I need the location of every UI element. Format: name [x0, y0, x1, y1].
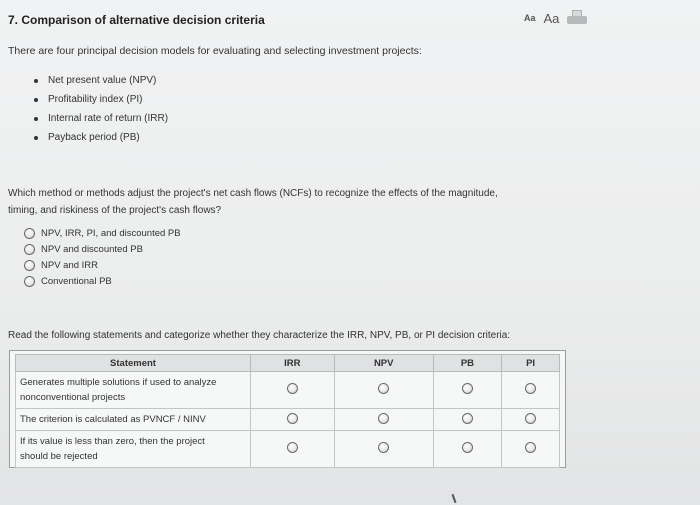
radio-button[interactable] [24, 244, 35, 255]
col-header-irr: IRR [251, 355, 335, 372]
bullet-icon [34, 117, 38, 121]
mcq-option[interactable] [24, 241, 181, 257]
list-item [34, 71, 168, 90]
categorize-grid [9, 350, 566, 468]
col-header-npv: NPV [334, 355, 433, 372]
col-header-statement: Statement [16, 355, 251, 372]
irr-cell [251, 409, 335, 431]
bullet-icon [34, 79, 38, 83]
statement-cell [16, 409, 251, 431]
mouse-cursor-icon [452, 494, 457, 503]
radio-button[interactable] [24, 276, 35, 287]
col-header-pi: PI [502, 355, 560, 372]
radio-button[interactable] [462, 413, 473, 424]
npv-cell [334, 431, 433, 468]
option-label: Conventional PB [41, 275, 112, 287]
mcq-prompt-line: Which method or methods adjust the project's net cash flows (NCFs) to recognize the effects of the magnitude, [8, 188, 498, 199]
table-row [16, 372, 560, 409]
list-item [34, 128, 168, 147]
radio-button[interactable] [378, 383, 389, 394]
mcq-options [24, 225, 181, 289]
radio-button[interactable] [525, 442, 536, 453]
radio-button[interactable] [24, 228, 35, 239]
radio-button[interactable] [525, 413, 536, 424]
npv-cell [334, 409, 433, 431]
statement-text: The criterion is calculated as PVNCF / NINV [20, 414, 206, 425]
mcq-prompt [8, 185, 608, 219]
option-label: NPV, IRR, PI, and discounted PB [41, 227, 181, 239]
radio-button[interactable] [287, 413, 298, 424]
font-increase-button[interactable]: Aa [543, 10, 560, 26]
irr-cell [251, 372, 335, 409]
option-label: NPV and IRR [41, 259, 99, 271]
mcq-option[interactable] [24, 225, 181, 241]
pi-cell [502, 409, 560, 431]
radio-button[interactable] [462, 442, 473, 453]
model-label: Profitability index (PI) [48, 94, 143, 105]
statement-text: If its value is less than zero, then the project [20, 436, 205, 447]
pb-cell [433, 409, 501, 431]
bullet-icon [34, 136, 38, 140]
question-title: 7. Comparison of alternative decision criteria [8, 13, 265, 27]
print-icon[interactable] [567, 10, 587, 26]
statement-text: should be rejected [20, 451, 98, 462]
mcq-option[interactable] [24, 257, 181, 273]
mcq-option[interactable] [24, 273, 181, 289]
table-row [16, 409, 560, 431]
statement-cell [16, 431, 251, 468]
radio-button[interactable] [24, 260, 35, 271]
model-label: Net present value (NPV) [48, 75, 157, 86]
model-label: Payback period (PB) [48, 132, 140, 143]
model-list [34, 71, 168, 147]
list-item [34, 90, 168, 109]
statement-text: Generates multiple solutions if used to analyze [20, 377, 217, 388]
option-label: NPV and discounted PB [41, 243, 143, 255]
table-header-row [16, 355, 560, 372]
pb-cell [433, 372, 501, 409]
col-header-pb: PB [433, 355, 501, 372]
intro-text: There are four principal decision models for evaluating and selecting investment projects: [8, 45, 422, 57]
bullet-icon [34, 98, 38, 102]
pi-cell [502, 372, 560, 409]
mcq-prompt-line: timing, and riskiness of the project's cash flows? [8, 205, 222, 216]
statement-cell [16, 372, 251, 409]
categorize-table [15, 354, 560, 468]
categorize-instruction: Read the following statements and categorize whether they characterize the IRR, NPV, PB, or PI decision criteria: [8, 330, 511, 341]
radio-button[interactable] [287, 442, 298, 453]
pi-cell [502, 431, 560, 468]
font-decrease-button[interactable]: Aa [524, 13, 536, 23]
table-row [16, 431, 560, 468]
font-controls [524, 10, 587, 26]
list-item [34, 109, 168, 128]
radio-button[interactable] [525, 383, 536, 394]
radio-button[interactable] [287, 383, 298, 394]
npv-cell [334, 372, 433, 409]
irr-cell [251, 431, 335, 468]
model-label: Internal rate of return (IRR) [48, 113, 169, 124]
radio-button[interactable] [378, 442, 389, 453]
radio-button[interactable] [378, 413, 389, 424]
statement-text: nonconventional projects [20, 392, 126, 403]
radio-button[interactable] [462, 383, 473, 394]
pb-cell [433, 431, 501, 468]
